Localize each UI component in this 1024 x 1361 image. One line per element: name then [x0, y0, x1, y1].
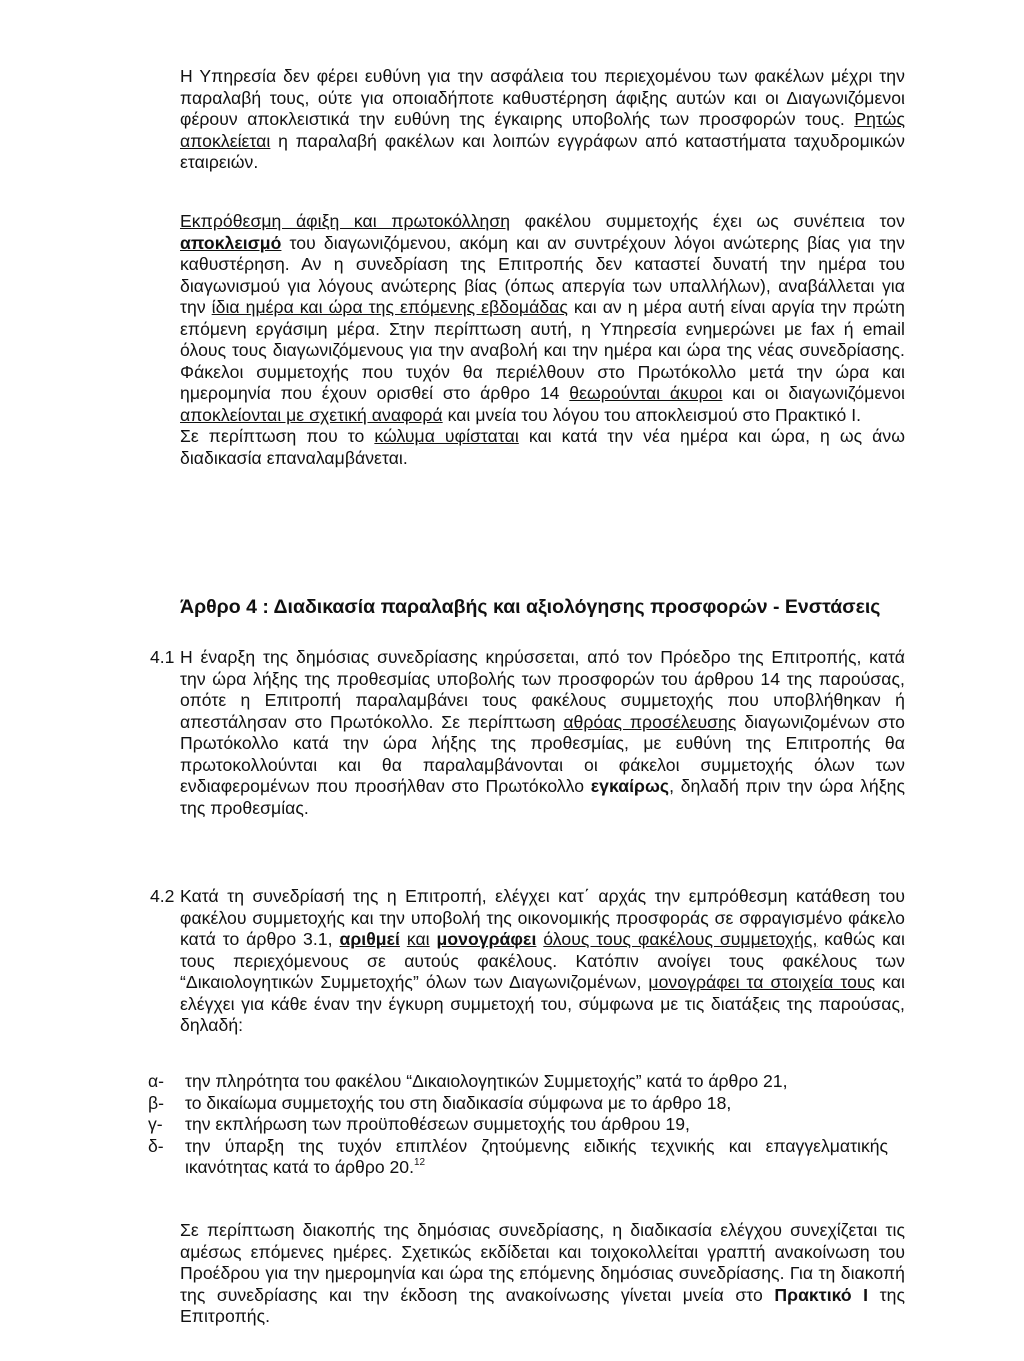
list-item: [148, 1093, 888, 1115]
list-item-text: το δικαίωμα συμμετοχής του στη διαδικασία σύμφωνα με το άρθρο 18,: [185, 1092, 732, 1113]
article-heading: Άρθρο 4 : Διαδικασία παραλαβής και αξιολόγησης προσφορών - Ενστάσεις: [180, 596, 881, 618]
paragraph-text: Σε περίπτωση που το κώλυμα υφίσταται και κατά την νέα ημέρα και ώρα, η ως άνω διαδικασία επαναλαμβάνεται.: [180, 426, 905, 468]
paragraph-text: Εκπρόθεσμη άφιξη και πρωτοκόλληση φακέλου συμμετοχής έχει ως συνέπεια τον αποκλεισμό του διαγωνιζόμενου, ακόμη και αν συντρέχουν λόγοι ανώτερης βίας για την καθυστέρηση. Αν η συνεδρίαση της Επιτροπής δεν καταστεί δυνατή την ημέρα του διαγωνισμού για λόγους ανώτερης βίας (όπως απεργία των υπαλλήλων), αναβάλλεται για την ίδια ημέρα και ώρα της επόμενης εβδομάδας και αν η μέρα αυτή είναι αργία την πρώτη επόμενη εργάσιμη μέρα. Στην περίπτωση αυτή, η Υπηρεσία ενημερώνει με fax ή email όλους τους διαγωνιζόμενους για την αναβολή και την ημέρα και ώρα της νέας συνεδρίασης. Φάκελοι συμμετοχής που τυχόν θα περιέλθουν στο Πρωτόκολλο μετά την ώρα και ημερομηνία που έχουν ορισθεί στο άρθρο 14 θεωρούνται άκυροι και οι διαγωνιζόμενοι αποκλείονται με σχετική αναφορά και μνεία του λόγου του αποκλεισμού στο Πρακτικό Ι.: [180, 211, 906, 425]
section-number: 4.2: [150, 886, 175, 906]
list-item-text: την εκπλήρωση των προϋποθέσεων συμμετοχής του άρθρου 19,: [185, 1114, 690, 1134]
criteria-list: [148, 1071, 888, 1179]
paragraph-text: Κατά τη συνεδρίασή της η Επιτροπή, ελέγχει κατ΄ αρχάς την εμπρόθεσμη κατάθεση του φακέλου συμμετοχής και την υποβολή της οικονομικής προσφοράς σε σφραγισμένο φάκελο κατά το άρθρο 3.1, αριθμεί και μονογράφει όλους τους φακέλους συμμετοχής, καθώς και τους περιεχόμενους σε αυτούς φακέλους. Κατόπιν ανοίγει τους φακέλους των “Δικαιολογητικών Συμμετοχής” όλων των Διαγωνιζομένων, μονογράφει τα στοιχεία τους και ελέγχει για κάθε έναν την έγκυρη συμμετοχή του, σύμφωνα με τις διατάξεις της παρούσας, δηλαδή:: [180, 886, 905, 1035]
section-4-1: [180, 647, 905, 819]
list-item: [148, 1114, 888, 1136]
section-number: 4.1: [150, 647, 175, 667]
paragraph-late-arrival: [180, 211, 905, 469]
paragraph-text: Σε περίπτωση διακοπής της δημόσιας συνεδρίασης, η διαδικασία ελέγχου συνεχίζεται τις αμέσως επόμενες ημέρες. Σχετικώς εκδίδεται και τοιχοκολλείται γραπτή ανακοίνωση του Προέδρου για την ημερομηνία και ώρα της επόμενης δημόσιας συνεδρίασης. Για τη διακοπή της συνεδρίασης και την έκδοση της ανακοίνωσης γίνεται μνεία στο Πρακτικό Ι της Επιτροπής.: [180, 1220, 905, 1326]
list-marker: δ-: [148, 1135, 164, 1156]
list-item: [148, 1071, 888, 1093]
paragraph-text: Η έναρξη της δημόσιας συνεδρίασης κηρύσσεται, από τον Πρόεδρο της Επιτροπής, κατά την ώρα λήξης της προθεσμίας υποβολής των προσφορών του άρθρου 14 της παρούσας, οπότε η Επιτροπή παραλαμβάνει τους φακέλους συμμετοχής που υποβλήθηκαν ή απεστάλησαν στο Πρωτόκολλο. Σε περίπτωση αθρόας προσέλευσης διαγωνιζομένων στο Πρωτόκολλο κατά την ώρα λήξης της προθεσμίας, με ευθύνη της Επιτροπής θα πρωτοκολλούνται και θα παραλαμβάνονται οι φάκελοι συμμετοχής όλων των ενδιαφερομένων που προσήλθαν στο Πρωτόκολλο εγκαίρως, δηλαδή πριν την ώρα λήξης της προθεσμίας.: [180, 647, 906, 818]
list-item: [148, 1136, 888, 1179]
list-marker: α-: [148, 1071, 165, 1091]
paragraph-text: Η Υπηρεσία δεν φέρει ευθύνη για την ασφάλεια του περιεχομένου των φακέλων μέχρι την παραλαβή τους, ούτε για οποιαδήποτε καθυστέρηση άφιξης αυτών και οι Διαγωνιζόμενοι φέρουν αποκλειστικά την ευθύνη της έγκαιρης υποβολής των προσφορών τους. Ρητώς αποκλείεται η παραλαβή φακέλων και λοιπών εγγράφων από καταστήματα ταχυδρομικών εταιρειών.: [180, 66, 905, 172]
list-item-text: την ύπαρξη της τυχόν επιπλέον ζητούμενης ειδικής τεχνικής και επαγγελματικής ικανότητας κατά το άρθρο 20.: [185, 1135, 888, 1177]
paragraph-responsibility: [180, 66, 905, 174]
footnote-reference: 12: [413, 1157, 426, 1168]
list-marker: β-: [148, 1092, 164, 1113]
paragraph-interruption: [180, 1220, 905, 1328]
section-4-2: [180, 886, 905, 1037]
list-item-text: την πληρότητα του φακέλου “Δικαιολογητικών Συμμετοχής” κατά το άρθρο 21,: [185, 1071, 788, 1091]
list-marker: γ-: [148, 1114, 163, 1134]
